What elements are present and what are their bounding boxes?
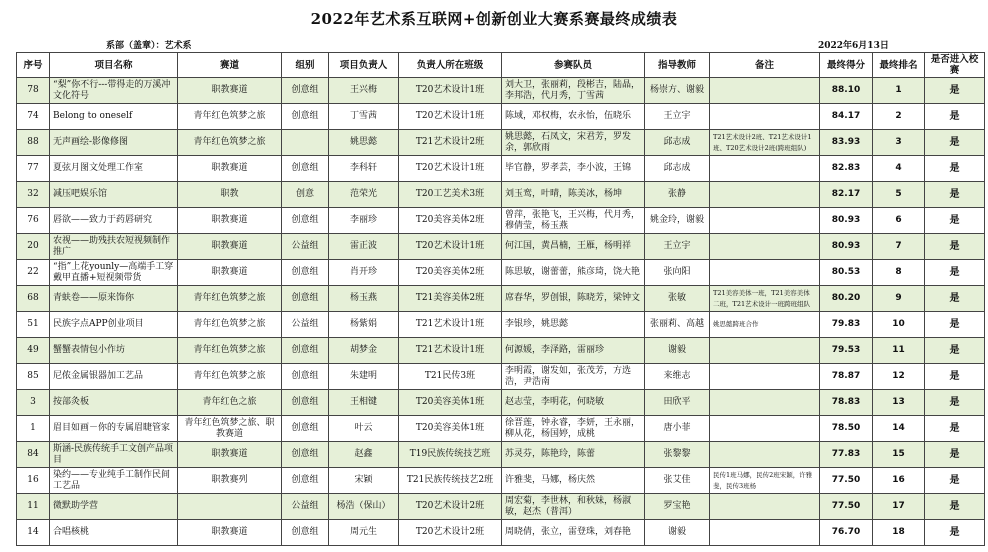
cell-score: 80.20 xyxy=(820,286,873,312)
cell-project: 尼侬金属银器加工艺品 xyxy=(50,364,178,390)
cell-class: T20艺术设计2班 xyxy=(399,494,502,520)
cell-class: T20美容美体2班 xyxy=(399,260,502,286)
cell-members: 李银珍，姚思懿 xyxy=(502,312,645,338)
cell-score: 77.83 xyxy=(820,442,873,468)
cell-members: 许雅斐，马娜，杨庆然 xyxy=(502,468,645,494)
cell-track: 青年红色筑梦之旅 xyxy=(178,312,282,338)
cell-leader: 杨浩（保山） xyxy=(329,494,399,520)
cell-class: T21民族传统技艺2班 xyxy=(399,468,502,494)
table-row xyxy=(17,520,985,546)
cell-note xyxy=(710,338,820,364)
cell-project: 眉目如画－你的专属眉睫管家 xyxy=(50,416,178,442)
cell-members: 曾萍，张艳飞，王兴梅，代月秀，穆倩莹，杨玉燕 xyxy=(502,208,645,234)
cell-no: 32 xyxy=(17,182,50,208)
cell-group: 创意组 xyxy=(282,416,329,442)
cell-class: T21民传3班 xyxy=(399,364,502,390)
cell-no: 14 xyxy=(17,520,50,546)
cell-leader: 胡梦金 xyxy=(329,338,399,364)
cell-members: 陈域，邓权梅，农永怡，伍晓乐 xyxy=(502,104,645,130)
cell-advisor: 姚金玲，谢毅 xyxy=(645,208,710,234)
header-note: 备注 xyxy=(710,53,820,78)
cell-advance: 是 xyxy=(925,468,985,494)
cell-rank: 15 xyxy=(873,442,925,468)
cell-project: 按部灸板 xyxy=(50,390,178,416)
cell-members: 何源媛，李泽路，雷丽珍 xyxy=(502,338,645,364)
cell-no: 22 xyxy=(17,260,50,286)
cell-score: 79.53 xyxy=(820,338,873,364)
header-leader: 项目负责人 xyxy=(329,53,399,78)
cell-project: 农视——助残扶农短视频制作推广 xyxy=(50,234,178,260)
cell-class: T21美容美体2班 xyxy=(399,286,502,312)
cell-note xyxy=(710,208,820,234)
cell-score: 78.50 xyxy=(820,416,873,442)
cell-group xyxy=(282,130,329,156)
cell-project: 夏弦月图文处理工作室 xyxy=(50,156,178,182)
date-label: 2022年6月13日 xyxy=(818,41,889,51)
cell-no: 51 xyxy=(17,312,50,338)
cell-group: 公益组 xyxy=(282,234,329,260)
cell-score: 77.50 xyxy=(820,468,873,494)
table-row xyxy=(17,286,985,312)
header-no: 序号 xyxy=(17,53,50,78)
cell-note xyxy=(710,156,820,182)
cell-class: T20美容美体1班 xyxy=(399,416,502,442)
cell-advance: 是 xyxy=(925,338,985,364)
table-row xyxy=(17,208,985,234)
cell-advance: 是 xyxy=(925,312,985,338)
cell-leader: 宋颖 xyxy=(329,468,399,494)
table-body xyxy=(17,78,985,546)
cell-leader: 赵鑫 xyxy=(329,442,399,468)
header-track: 赛道 xyxy=(178,53,282,78)
cell-advisor: 张敏 xyxy=(645,286,710,312)
table-header-row xyxy=(17,53,985,78)
cell-track: 职教 xyxy=(178,182,282,208)
cell-no: 49 xyxy=(17,338,50,364)
table-row xyxy=(17,182,985,208)
cell-advisor: 张丽莉、高越 xyxy=(645,312,710,338)
table-row xyxy=(17,260,985,286)
cell-no: 74 xyxy=(17,104,50,130)
cell-track: 职教赛道 xyxy=(178,520,282,546)
cell-advance: 是 xyxy=(925,390,985,416)
cell-advisor: 谢毅 xyxy=(645,338,710,364)
cell-leader: 杨紫娟 xyxy=(329,312,399,338)
cell-track: 职教赛道 xyxy=(178,260,282,286)
cell-rank: 1 xyxy=(873,78,925,104)
cell-track xyxy=(178,494,282,520)
cell-leader: 王相键 xyxy=(329,390,399,416)
cell-rank: 8 xyxy=(873,260,925,286)
cell-leader: 范荣光 xyxy=(329,182,399,208)
cell-members: 毕官静，罗孝芸，李小波，王锦 xyxy=(502,156,645,182)
cell-rank: 11 xyxy=(873,338,925,364)
cell-project: “梨”你不行---带得走的万溪冲文化符号 xyxy=(50,78,178,104)
cell-no: 20 xyxy=(17,234,50,260)
header-rank: 最终排名 xyxy=(873,53,925,78)
cell-members: 周宏菊，李世林，和秋妹，杨淑敏，赵杰（普洱） xyxy=(502,494,645,520)
cell-advisor: 邱志成 xyxy=(645,130,710,156)
cell-score: 80.93 xyxy=(820,234,873,260)
header-advisor: 指导教师 xyxy=(645,53,710,78)
table-row xyxy=(17,390,985,416)
cell-score: 83.93 xyxy=(820,130,873,156)
cell-advisor: 张艾佳 xyxy=(645,468,710,494)
cell-no: 84 xyxy=(17,442,50,468)
page-title: 2022年艺术系互联网+创新创业大赛系赛最终成绩表 xyxy=(310,10,678,28)
cell-rank: 6 xyxy=(873,208,925,234)
cell-advance: 是 xyxy=(925,78,985,104)
table-row xyxy=(17,312,985,338)
cell-rank: 2 xyxy=(873,104,925,130)
cell-group: 创意组 xyxy=(282,338,329,364)
cell-advance: 是 xyxy=(925,156,985,182)
cell-class: T20艺术设计2班 xyxy=(399,520,502,546)
cell-class: T21艺术设计1班 xyxy=(399,312,502,338)
cell-leader: 李科轩 xyxy=(329,156,399,182)
cell-members: 陈思敏，谢蕾蕾，熊彦琦，饶大艳 xyxy=(502,260,645,286)
cell-members: 何江国，黄昌楠，王雁，杨明祥 xyxy=(502,234,645,260)
cell-project: 民族字点APP创业项目 xyxy=(50,312,178,338)
header-members: 参赛队员 xyxy=(502,53,645,78)
cell-leader: 杨玉燕 xyxy=(329,286,399,312)
cell-members: 徐晋莲，钟永睿，李妍，王永丽，柳从花，杨国婷，成桃 xyxy=(502,416,645,442)
cell-note xyxy=(710,416,820,442)
cell-score: 84.17 xyxy=(820,104,873,130)
table-row xyxy=(17,364,985,390)
cell-project: 蟹蟹表情包小作坊 xyxy=(50,338,178,364)
cell-group: 公益组 xyxy=(282,494,329,520)
cell-track: 青年红色筑梦之旅 xyxy=(178,104,282,130)
cell-score: 80.53 xyxy=(820,260,873,286)
cell-group: 创意组 xyxy=(282,468,329,494)
cell-class: T20艺术设计1班 xyxy=(399,234,502,260)
table-row xyxy=(17,338,985,364)
cell-class: T20美容美体2班 xyxy=(399,208,502,234)
cell-leader: 雷正波 xyxy=(329,234,399,260)
cell-no: 68 xyxy=(17,286,50,312)
cell-group: 创意 xyxy=(282,182,329,208)
cell-group: 创意组 xyxy=(282,260,329,286)
cell-track: 职教赛道 xyxy=(178,442,282,468)
cell-advisor: 张向阳 xyxy=(645,260,710,286)
cell-project: 合唱核桃 xyxy=(50,520,178,546)
cell-class: T20艺术设计1班 xyxy=(399,156,502,182)
cell-group: 创意组 xyxy=(282,442,329,468)
cell-leader: 李丽珍 xyxy=(329,208,399,234)
cell-track: 职教赛列 xyxy=(178,468,282,494)
cell-advance: 是 xyxy=(925,208,985,234)
cell-note: 姚思懿跨班合作 xyxy=(710,312,820,338)
cell-track: 职教赛道 xyxy=(178,78,282,104)
cell-class: T20艺术设计1班 xyxy=(399,104,502,130)
cell-advance: 是 xyxy=(925,520,985,546)
cell-rank: 7 xyxy=(873,234,925,260)
cell-no: 1 xyxy=(17,416,50,442)
cell-score: 80.93 xyxy=(820,208,873,234)
table-row xyxy=(17,416,985,442)
cell-advance: 是 xyxy=(925,364,985,390)
cell-members: 姚思懿，石凤文，宋君芳，罗发余，郭欣雨 xyxy=(502,130,645,156)
cell-members: 周晓倩，张立，雷登珠，刘春艳 xyxy=(502,520,645,546)
cell-rank: 5 xyxy=(873,182,925,208)
cell-advisor: 罗宝艳 xyxy=(645,494,710,520)
cell-rank: 16 xyxy=(873,468,925,494)
cell-note xyxy=(710,494,820,520)
cell-note xyxy=(710,260,820,286)
cell-project: 唇欲——致力于药唇研究 xyxy=(50,208,178,234)
cell-score: 88.10 xyxy=(820,78,873,104)
cell-advisor: 王立宇 xyxy=(645,104,710,130)
cell-score: 82.17 xyxy=(820,182,873,208)
cell-score: 82.83 xyxy=(820,156,873,182)
cell-leader: 姚思懿 xyxy=(329,130,399,156)
cell-track: 青年红色筑梦之旅 xyxy=(178,286,282,312)
cell-track: 职教赛道 xyxy=(178,156,282,182)
cell-no: 11 xyxy=(17,494,50,520)
cell-track: 职教赛道 xyxy=(178,234,282,260)
cell-advance: 是 xyxy=(925,130,985,156)
cell-advisor: 邱志成 xyxy=(645,156,710,182)
cell-advance: 是 xyxy=(925,234,985,260)
table-row xyxy=(17,442,985,468)
scores-table xyxy=(16,52,985,546)
cell-members: 刘玉鸾，叶晴，陈美冰，杨坤 xyxy=(502,182,645,208)
cell-group: 创意组 xyxy=(282,78,329,104)
cell-members: 赵志莹，李明花，何晓敏 xyxy=(502,390,645,416)
cell-advisor: 张黎黎 xyxy=(645,442,710,468)
cell-score: 76.70 xyxy=(820,520,873,546)
cell-group: 创意组 xyxy=(282,364,329,390)
cell-no: 77 xyxy=(17,156,50,182)
cell-advance: 是 xyxy=(925,494,985,520)
cell-project: 微默助学营 xyxy=(50,494,178,520)
cell-group: 创意组 xyxy=(282,286,329,312)
cell-advisor: 张静 xyxy=(645,182,710,208)
cell-group: 创意组 xyxy=(282,520,329,546)
cell-members: 李明霞，谢发如，张茂芳，方选浩，尹浩南 xyxy=(502,364,645,390)
cell-note: 民传1班马娜，民传2班宋颖，许雅斐，民传3班杨 xyxy=(710,468,820,494)
cell-note xyxy=(710,364,820,390)
cell-advisor: 唐小菲 xyxy=(645,416,710,442)
cell-class: T21艺术设计2班 xyxy=(399,130,502,156)
cell-advance: 是 xyxy=(925,416,985,442)
cell-note xyxy=(710,78,820,104)
table-row xyxy=(17,468,985,494)
cell-no: 88 xyxy=(17,130,50,156)
cell-advance: 是 xyxy=(925,104,985,130)
table-row xyxy=(17,156,985,182)
cell-class: T19民族传统技艺班 xyxy=(399,442,502,468)
cell-advance: 是 xyxy=(925,442,985,468)
cell-leader: 朱建明 xyxy=(329,364,399,390)
cell-rank: 4 xyxy=(873,156,925,182)
cell-advisor: 来维志 xyxy=(645,364,710,390)
cell-score: 78.87 xyxy=(820,364,873,390)
cell-score: 79.83 xyxy=(820,312,873,338)
cell-score: 77.50 xyxy=(820,494,873,520)
table-row xyxy=(17,78,985,104)
cell-project: Belong to oneself xyxy=(50,104,178,130)
cell-rank: 18 xyxy=(873,520,925,546)
cell-track: 青年红色筑梦之旅 xyxy=(178,364,282,390)
cell-leader: 叶云 xyxy=(329,416,399,442)
cell-rank: 12 xyxy=(873,364,925,390)
cell-rank: 17 xyxy=(873,494,925,520)
cell-rank: 9 xyxy=(873,286,925,312)
cell-note xyxy=(710,390,820,416)
cell-no: 76 xyxy=(17,208,50,234)
cell-score: 78.83 xyxy=(820,390,873,416)
cell-note xyxy=(710,520,820,546)
cell-class: T21艺术设计1班 xyxy=(399,338,502,364)
department-label: 系部（盖章）：艺术系 xyxy=(106,41,192,51)
cell-members: 刘大卫，张丽莉，段彬吉，陆晶，李邦浩，代月秀，丁雪茜 xyxy=(502,78,645,104)
cell-advance: 是 xyxy=(925,260,985,286)
cell-class: T20艺术设计1班 xyxy=(399,78,502,104)
table-row xyxy=(17,130,985,156)
cell-group: 创意组 xyxy=(282,104,329,130)
cell-rank: 10 xyxy=(873,312,925,338)
cell-group: 创意组 xyxy=(282,156,329,182)
cell-class: T20美容美体1班 xyxy=(399,390,502,416)
cell-project: 无声画绘-影像修图 xyxy=(50,130,178,156)
cell-group: 创意组 xyxy=(282,208,329,234)
cell-class: T20工艺美术3班 xyxy=(399,182,502,208)
cell-project: 染约——专业纯手工制作民间工艺品 xyxy=(50,468,178,494)
cell-advance: 是 xyxy=(925,182,985,208)
cell-track: 职教赛道 xyxy=(178,208,282,234)
cell-leader: 周元生 xyxy=(329,520,399,546)
cell-note xyxy=(710,442,820,468)
table-row xyxy=(17,104,985,130)
cell-note xyxy=(710,182,820,208)
cell-no: 3 xyxy=(17,390,50,416)
cell-rank: 14 xyxy=(873,416,925,442)
cell-rank: 13 xyxy=(873,390,925,416)
cell-no: 85 xyxy=(17,364,50,390)
header-class: 负责人所在班级 xyxy=(399,53,502,78)
cell-advance: 是 xyxy=(925,286,985,312)
cell-advisor: 王立宇 xyxy=(645,234,710,260)
cell-leader: 王兴梅 xyxy=(329,78,399,104)
cell-advisor: 杨崇方、谢毅 xyxy=(645,78,710,104)
cell-project: 斯涵-民族传统手工文创产品项目 xyxy=(50,442,178,468)
cell-project: 青蚨卷——原来饰你 xyxy=(50,286,178,312)
cell-leader: 肖开珍 xyxy=(329,260,399,286)
cell-track: 青年红色之旅 xyxy=(178,390,282,416)
cell-advisor: 田欣平 xyxy=(645,390,710,416)
table-row xyxy=(17,234,985,260)
cell-group: 创意组 xyxy=(282,390,329,416)
cell-members: 席春华，罗创银，陈晓芳，梁钟文 xyxy=(502,286,645,312)
cell-track: 青年红色筑梦之旅、职教赛道 xyxy=(178,416,282,442)
cell-members: 苏灵芬，陈艳玲，陈蕾 xyxy=(502,442,645,468)
cell-no: 78 xyxy=(17,78,50,104)
header-project: 项目名称 xyxy=(50,53,178,78)
cell-note xyxy=(710,104,820,130)
cell-note xyxy=(710,234,820,260)
cell-track: 青年红色筑梦之旅 xyxy=(178,130,282,156)
cell-project: 减压吧娱乐馆 xyxy=(50,182,178,208)
cell-group: 公益组 xyxy=(282,312,329,338)
cell-no: 16 xyxy=(17,468,50,494)
cell-track: 青年红色筑梦之旅 xyxy=(178,338,282,364)
header-advance: 是否进入校赛 xyxy=(925,53,985,78)
cell-advisor: 谢毅 xyxy=(645,520,710,546)
header-score: 最终得分 xyxy=(820,53,873,78)
table-row xyxy=(17,494,985,520)
cell-rank: 3 xyxy=(873,130,925,156)
header-group: 组别 xyxy=(282,53,329,78)
cell-note: T21美容美体一班，T21美容美体二班，T21艺术设计一班跨班组队 xyxy=(710,286,820,312)
cell-project: “指”上花younly—高端手工穿戴甲直播+短视频带货 xyxy=(50,260,178,286)
cell-leader: 丁雪茜 xyxy=(329,104,399,130)
cell-note: T21艺术设计2班、T21艺术设计1班、T20艺术设计2班(跨班组队) xyxy=(710,130,820,156)
